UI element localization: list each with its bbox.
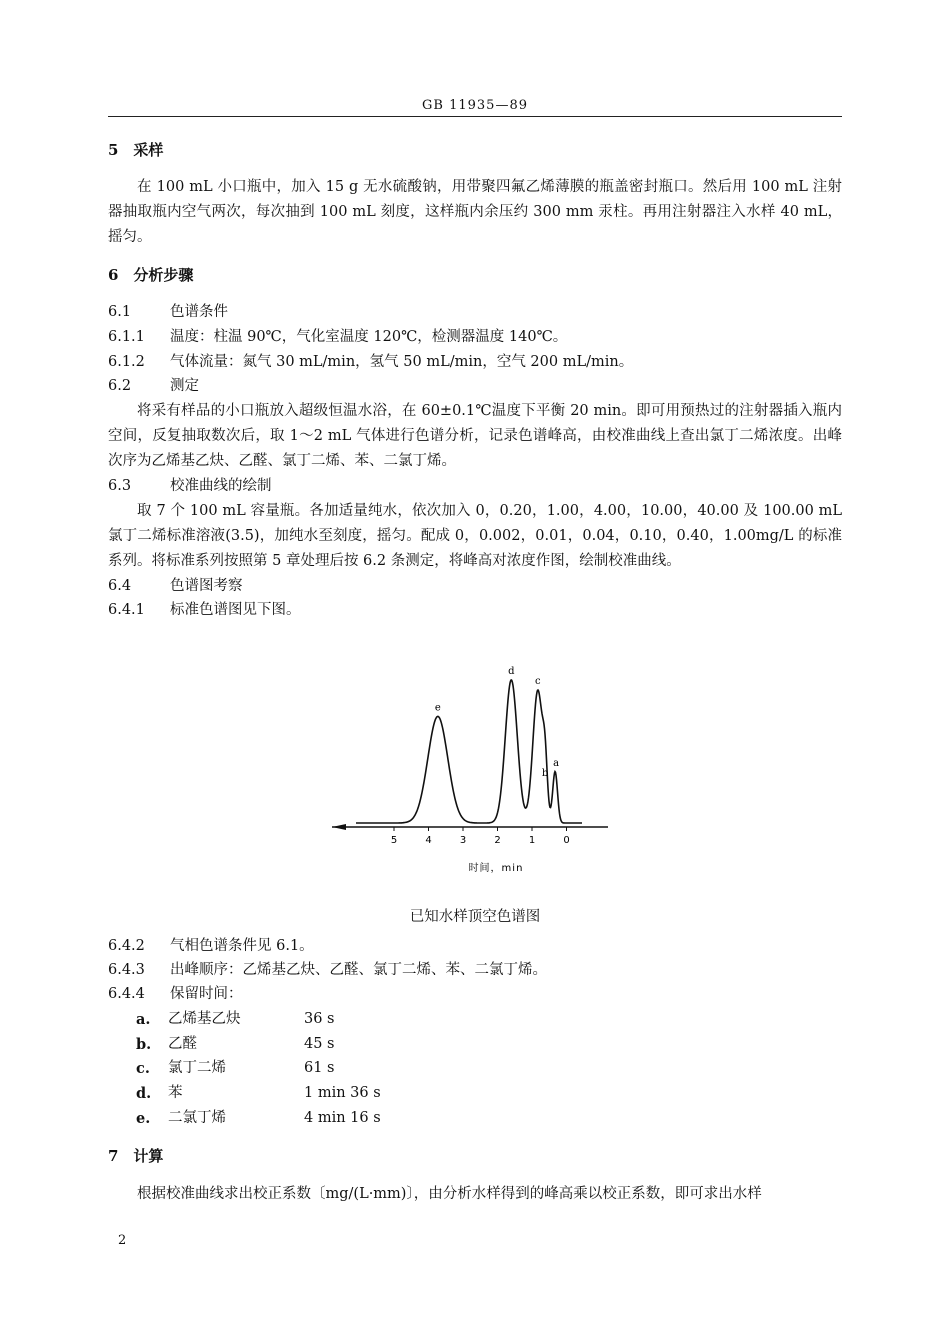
chromatogram-trace <box>356 680 582 823</box>
retention-time: 61 s <box>304 1060 335 1076</box>
section-6-4-2 <box>108 934 314 959</box>
peak-label-e: e <box>434 702 441 714</box>
section-text: 标准色谱图见下图。 <box>170 602 301 618</box>
section-6-3 <box>108 474 272 499</box>
x-axis-label: 时间，min <box>468 863 524 874</box>
section-6-4-3 <box>108 958 547 983</box>
section-text: 气体流量：氮气 30 mL/min，氢气 50 mL/min，空气 200 mL/min。 <box>170 354 634 370</box>
retention-time: 4 min 16 s <box>304 1110 381 1126</box>
page-number: 2 <box>118 1233 127 1248</box>
retention-label: b. <box>136 1036 152 1053</box>
section-7-title: 7 计算 <box>108 1147 164 1165</box>
section-6-1-2 <box>108 350 633 375</box>
section-number: 6.4.1 <box>108 602 145 618</box>
section-number: 6.4.3 <box>108 962 145 978</box>
section-6-4-1 <box>108 598 301 623</box>
section-text: 校准曲线的绘制 <box>170 478 272 494</box>
section-6-4 <box>108 574 243 599</box>
section-5-title: 5 采样 <box>108 141 164 159</box>
section-number: 6.1.1 <box>108 329 145 345</box>
section-text: 色谱条件 <box>170 304 228 320</box>
section-text: 温度：柱温 90℃，气化室温度 120℃，检测器温度 140℃。 <box>170 329 568 345</box>
section-5-paragraph: 在 100 mL 小口瓶中，加入 15 g 无水硫酸钠，用带聚四氟乙烯薄膜的瓶盖密封瓶口。然后用 100 mL 注射器抽取瓶内空气两次，每次抽到 100 mL 刻度，这样瓶内余压约 300 mm 汞柱。再用注射器注入水样 40 mL，摇匀。 <box>108 179 842 245</box>
page-header: GB 11935—89 <box>422 98 528 113</box>
section-number: 6.1.2 <box>108 354 145 370</box>
retention-name: 二氯丁烯 <box>168 1110 226 1126</box>
section-6-4-4 <box>108 982 243 1007</box>
header-rule <box>108 116 842 117</box>
x-ticks <box>391 827 570 846</box>
peak-label-d: d <box>508 665 515 677</box>
retention-name: 乙烯基乙炔 <box>168 1011 241 1027</box>
section-number: 6.4.4 <box>108 986 145 1002</box>
section-text: 测定 <box>170 378 199 394</box>
section-6-3-paragraph: 取 7 个 100 mL 容量瓶。各加适量纯水，依次加入 0，0.20，1.00，4.00，10.00，40.00 及 100.00 mL 氯丁二烯标准溶液(3.5)，加纯水至刻度，摇匀。配成 0，0.002，0.01，0.04，0.10，0.40，1.00mg/L 的标准系列。将标准系列按照第 5 章处理后按 6.2 条测定，将峰高对浓度作图，绘制校准曲线。 <box>108 503 842 569</box>
section-text: 保留时间： <box>170 986 243 1002</box>
section-6-1 <box>108 300 228 325</box>
section-number: 6.3 <box>108 478 132 494</box>
peak-label-c: c <box>535 676 541 688</box>
section-text: 气相色谱条件见 6.1。 <box>170 938 314 954</box>
retention-label: a. <box>136 1011 151 1028</box>
section-6-title: 6 分析步骤 <box>108 266 194 284</box>
x-tick-label: 5 <box>390 835 398 846</box>
peak-label-b: b <box>541 768 549 780</box>
section-number: 6.4 <box>108 578 132 594</box>
chromatogram-chart <box>320 655 620 885</box>
section-number: 6.4.2 <box>108 938 145 954</box>
section-7-paragraph: 根据校准曲线求出校正系数〔mg/(L·mm)〕，由分析水样得到的峰高乘以校正系数，即可求出水样 <box>137 1186 762 1202</box>
retention-label: d. <box>136 1085 152 1102</box>
x-tick-label: 3 <box>459 835 467 846</box>
x-axis-arrow <box>332 824 346 830</box>
section-6-2-paragraph: 将采有样品的小口瓶放入超级恒温水浴，在 60±0.1℃温度下平衡 20 min。即可用预热过的注射器插入瓶内空间，反复抽取数次后，取 1～2 mL 气体进行色谱分析，记录色谱峰高，由校准曲线上查出氯丁二烯浓度。出峰次序为乙烯基乙炔、乙醛、氯丁二烯、苯、二氯丁烯。 <box>108 403 842 469</box>
section-text: 出峰顺序：乙烯基乙炔、乙醛、氯丁二烯、苯、二氯丁烯。 <box>170 962 547 978</box>
x-tick-label: 0 <box>563 835 570 846</box>
section-number: 6.1 <box>108 304 132 320</box>
section-text: 色谱图考察 <box>170 578 243 594</box>
retention-label: c. <box>136 1060 150 1077</box>
section-6-1-1 <box>108 325 567 350</box>
retention-name: 氯丁二烯 <box>168 1060 226 1076</box>
retention-name: 乙醛 <box>168 1036 197 1052</box>
x-tick-label: 1 <box>528 835 536 846</box>
peak-label-a: a <box>553 757 560 769</box>
retention-time: 45 s <box>304 1036 335 1052</box>
retention-label: e. <box>136 1110 151 1127</box>
retention-time: 36 s <box>304 1011 335 1027</box>
x-tick-label: 2 <box>494 835 501 846</box>
chart-caption: 已知水样顶空色谱图 <box>409 909 541 925</box>
section-6-2 <box>108 374 199 399</box>
peak-labels <box>435 666 559 779</box>
retention-time: 1 min 36 s <box>304 1085 381 1101</box>
section-number: 6.2 <box>108 378 132 394</box>
x-tick-label: 4 <box>425 835 432 846</box>
retention-name: 苯 <box>168 1085 183 1101</box>
